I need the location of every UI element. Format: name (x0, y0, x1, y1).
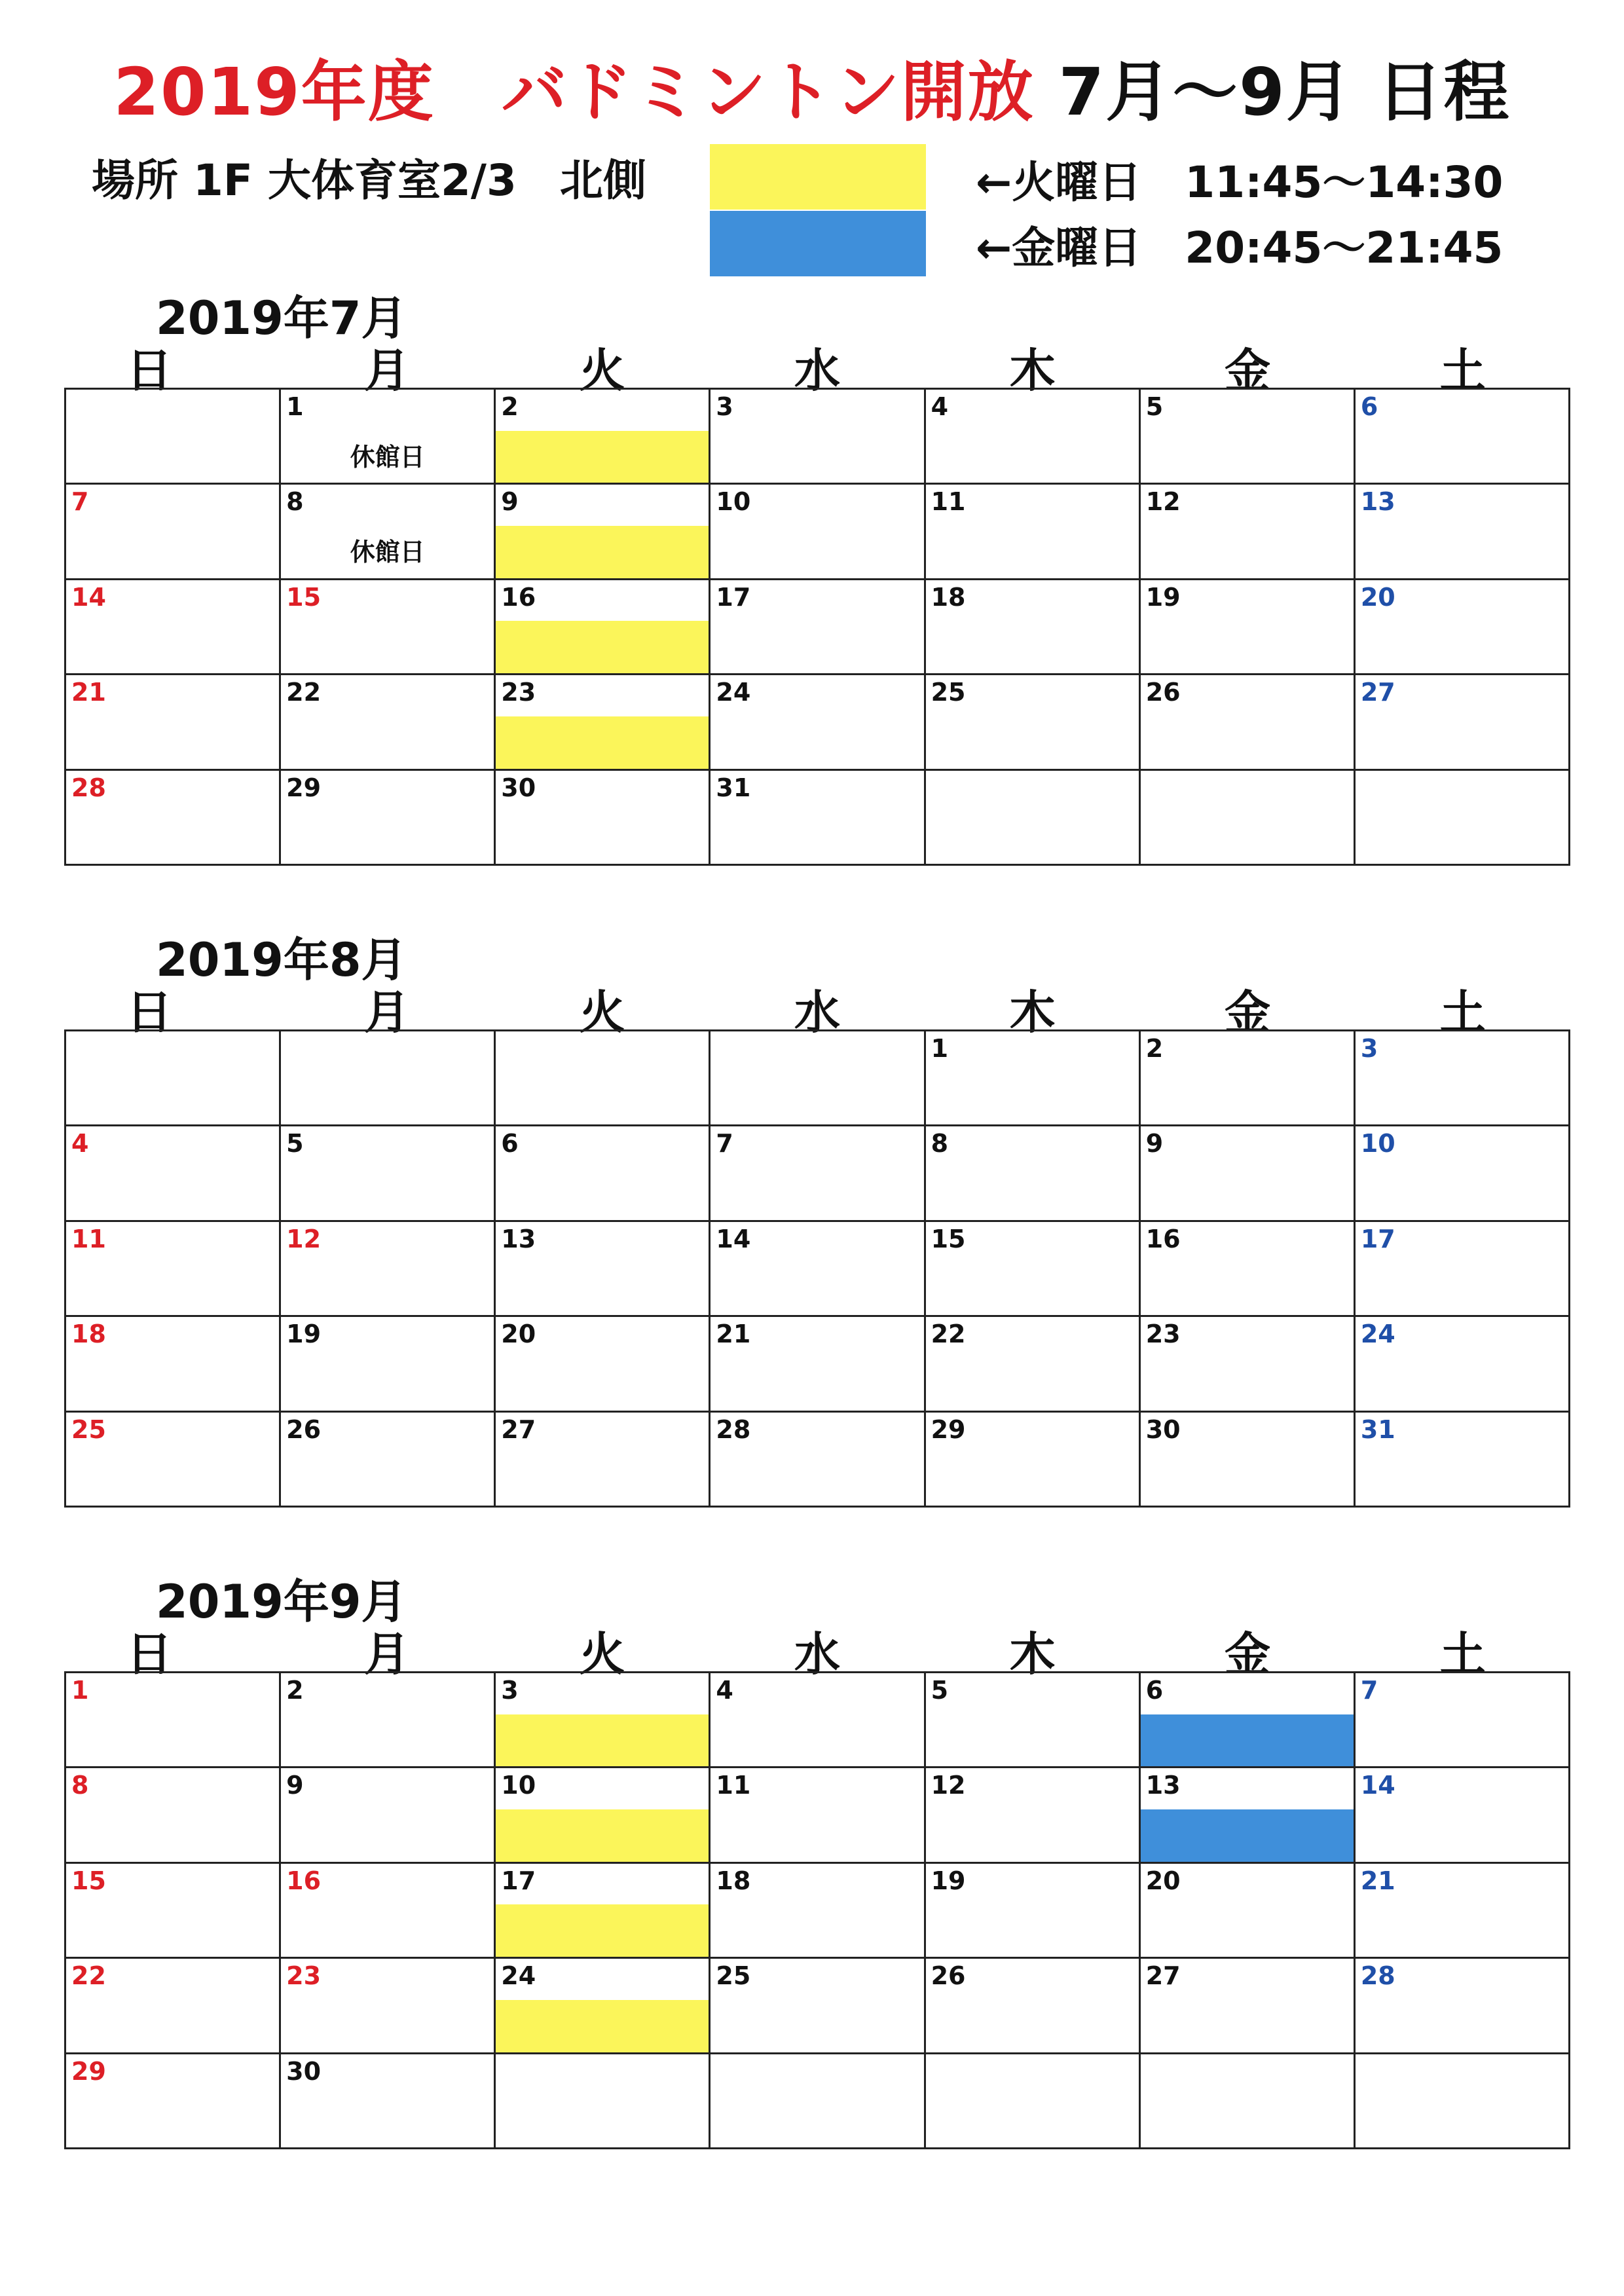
day-cell (1356, 1317, 1570, 1412)
day-cell (1356, 1126, 1570, 1221)
month-title: 2019年8月 (156, 933, 407, 987)
day-cell (66, 1031, 281, 1126)
day-number: 26 (286, 1415, 322, 1444)
location-text: 場所 1F 大体育室2/3 北側 (92, 155, 646, 206)
day-cell (496, 580, 710, 675)
day-number: 1 (286, 392, 304, 421)
day-number: 19 (931, 1866, 966, 1895)
month-title: 2019年7月 (156, 291, 407, 345)
weekday-header: 土 (1439, 1627, 1486, 1681)
day-number: 22 (931, 1320, 966, 1349)
day-cell (710, 1959, 925, 2054)
day-number: 10 (716, 487, 751, 517)
day-cell (926, 580, 1141, 675)
day-cell (1356, 1959, 1570, 2054)
tuesday-session-bar (496, 716, 709, 769)
day-number: 5 (286, 1129, 304, 1158)
day-number: 1 (931, 1034, 949, 1063)
day-number: 28 (716, 1415, 751, 1444)
weekday-header: 水 (794, 1627, 840, 1681)
weekday-header: 日 (126, 344, 172, 398)
weekday-header: 月 (363, 344, 410, 398)
page-title (0, 39, 1624, 134)
day-cell (1356, 675, 1570, 770)
weekday-header: 月 (363, 986, 410, 1039)
day-number: 27 (501, 1415, 536, 1444)
day-number: 28 (1360, 1961, 1395, 1991)
day-cell (710, 1768, 925, 1863)
day-number: 24 (1360, 1320, 1395, 1349)
day-cell (281, 1959, 496, 2054)
day-cell (1141, 1959, 1356, 2054)
day-cell (710, 1031, 925, 1126)
day-cell (926, 1222, 1141, 1317)
title-main: 2019年度 バドミントン開放 (113, 54, 1035, 130)
day-cell (281, 1031, 496, 1126)
day-number: 12 (1145, 487, 1181, 517)
day-number: 11 (71, 1224, 106, 1253)
month-grid (64, 1671, 1570, 2149)
day-cell (66, 390, 281, 485)
day-cell (926, 1413, 1141, 1508)
day-number: 3 (716, 392, 733, 421)
day-cell (1141, 390, 1356, 485)
day-cell (496, 485, 710, 580)
day-cell (66, 485, 281, 580)
friday-session-bar (1141, 1714, 1354, 1767)
day-cell (1356, 771, 1570, 866)
day-cell (710, 580, 925, 675)
day-number: 5 (931, 1676, 949, 1705)
day-number: 23 (286, 1961, 322, 1991)
day-cell (66, 580, 281, 675)
day-cell (926, 1864, 1141, 1959)
day-cell (496, 2054, 710, 2149)
day-cell (710, 675, 925, 770)
day-cell (496, 1864, 710, 1959)
day-number: 15 (71, 1866, 106, 1895)
day-number: 24 (501, 1961, 536, 1991)
day-number: 14 (716, 1224, 751, 1253)
day-cell (1141, 675, 1356, 770)
day-cell (1141, 485, 1356, 580)
weekday-header: 木 (1009, 1627, 1056, 1681)
day-number: 27 (1360, 678, 1395, 707)
day-cell (496, 1413, 710, 1508)
day-cell (281, 1126, 496, 1221)
day-cell (496, 1031, 710, 1126)
day-number: 6 (501, 1129, 519, 1158)
day-number: 7 (1360, 1676, 1378, 1705)
day-number: 7 (716, 1129, 733, 1158)
day-number: 19 (286, 1320, 322, 1349)
day-cell (926, 675, 1141, 770)
tuesday-session-bar (496, 2000, 709, 2052)
weekday-header: 土 (1439, 986, 1486, 1039)
tuesday-session-bar (496, 1714, 709, 1767)
day-cell (1141, 1222, 1356, 1317)
day-number: 8 (286, 487, 304, 517)
closed-day-note: 休館日 (350, 538, 425, 567)
day-cell (1141, 1413, 1356, 1508)
weekday-header: 日 (126, 986, 172, 1039)
weekday-header: 日 (126, 1627, 172, 1681)
day-cell (710, 1673, 925, 1768)
day-cell (496, 1126, 710, 1221)
month-grid (64, 388, 1570, 866)
day-cell (1141, 1126, 1356, 1221)
day-cell (710, 771, 925, 866)
day-cell (281, 1673, 496, 1768)
day-cell (281, 485, 496, 580)
day-cell (1141, 1673, 1356, 1768)
day-number: 23 (1145, 1320, 1181, 1349)
day-number: 6 (1145, 1676, 1164, 1705)
day-cell (710, 1864, 925, 1959)
day-number: 1 (71, 1676, 89, 1705)
day-number: 21 (716, 1320, 751, 1349)
day-number: 30 (286, 2056, 322, 2086)
day-number: 2 (286, 1676, 304, 1705)
day-cell (66, 1126, 281, 1221)
day-number: 10 (1360, 1129, 1395, 1158)
day-number: 20 (501, 1320, 536, 1349)
day-cell (1141, 2054, 1356, 2149)
day-number: 16 (1145, 1224, 1181, 1253)
day-cell (281, 1864, 496, 1959)
day-number: 25 (71, 1415, 106, 1444)
day-cell (926, 2054, 1141, 2149)
day-number: 15 (286, 582, 322, 612)
weekday-header: 土 (1439, 344, 1486, 398)
day-number: 8 (931, 1129, 949, 1158)
day-cell (1356, 2054, 1570, 2149)
day-number: 9 (1145, 1129, 1164, 1158)
day-cell (1356, 390, 1570, 485)
day-number: 4 (716, 1676, 733, 1705)
day-cell (66, 1413, 281, 1508)
day-number: 9 (286, 1771, 304, 1800)
day-number: 2 (501, 392, 519, 421)
day-number: 30 (501, 773, 536, 802)
tuesday-legend-swatch (710, 144, 926, 210)
weekday-header: 木 (1009, 986, 1056, 1039)
weekday-header: 木 (1009, 344, 1056, 398)
day-cell (66, 1768, 281, 1863)
day-cell (1356, 485, 1570, 580)
day-cell (1141, 1031, 1356, 1126)
day-cell (1141, 1864, 1356, 1959)
day-number: 27 (1145, 1961, 1181, 1991)
friday-legend-swatch (710, 211, 926, 276)
weekday-header: 火 (579, 344, 625, 398)
month-title: 2019年9月 (156, 1575, 407, 1629)
day-number: 2 (1145, 1034, 1164, 1063)
friday-session-bar (1141, 1809, 1354, 1862)
day-number: 13 (1360, 487, 1395, 517)
day-number: 26 (1145, 678, 1181, 707)
weekday-header: 金 (1225, 344, 1271, 398)
day-cell (281, 675, 496, 770)
day-number: 29 (931, 1415, 966, 1444)
day-cell (926, 485, 1141, 580)
day-cell (281, 771, 496, 866)
day-number: 3 (1360, 1034, 1378, 1063)
day-cell (281, 1222, 496, 1317)
day-cell (496, 390, 710, 485)
day-cell (281, 580, 496, 675)
day-cell (66, 1959, 281, 2054)
day-number: 29 (286, 773, 322, 802)
day-cell (496, 1768, 710, 1863)
day-number: 11 (931, 487, 966, 517)
day-cell (66, 2054, 281, 2149)
day-number: 3 (501, 1676, 519, 1705)
day-cell (926, 1317, 1141, 1412)
day-number: 16 (501, 582, 536, 612)
day-number: 29 (71, 2056, 106, 2086)
day-number: 24 (716, 678, 751, 707)
day-cell (926, 390, 1141, 485)
day-number: 18 (716, 1866, 751, 1895)
day-cell (496, 771, 710, 866)
day-cell (66, 1317, 281, 1412)
day-cell (926, 1673, 1141, 1768)
title-period: 7月～9月 日程 (1058, 54, 1511, 130)
day-number: 18 (931, 582, 966, 612)
weekday-header: 金 (1225, 986, 1271, 1039)
friday-legend-text: ←金曜日 20:45～21:45 (976, 223, 1504, 273)
weekday-header: 火 (579, 1627, 625, 1681)
day-cell (1356, 1768, 1570, 1863)
day-cell (1141, 1317, 1356, 1412)
day-cell (281, 1413, 496, 1508)
day-cell (1356, 580, 1570, 675)
day-cell (926, 1031, 1141, 1126)
day-cell (66, 771, 281, 866)
weekday-header: 水 (794, 986, 840, 1039)
day-number: 7 (71, 487, 89, 517)
day-cell (1356, 1413, 1570, 1508)
day-cell (281, 1768, 496, 1863)
day-cell (66, 1222, 281, 1317)
weekday-header: 水 (794, 344, 840, 398)
day-cell (281, 1317, 496, 1412)
day-number: 17 (501, 1866, 536, 1895)
day-number: 4 (71, 1129, 89, 1158)
day-cell (496, 1222, 710, 1317)
day-number: 14 (71, 582, 106, 612)
day-number: 8 (71, 1771, 89, 1800)
day-cell (1356, 1222, 1570, 1317)
day-cell (1356, 1673, 1570, 1768)
weekday-header: 火 (579, 986, 625, 1039)
day-number: 30 (1145, 1415, 1181, 1444)
tuesday-session-bar (496, 1904, 709, 1957)
day-cell (66, 675, 281, 770)
weekday-header: 金 (1225, 1627, 1271, 1681)
day-number: 11 (716, 1771, 751, 1800)
day-number: 14 (1360, 1771, 1395, 1800)
day-number: 9 (501, 487, 519, 517)
day-number: 28 (71, 773, 106, 802)
day-number: 20 (1145, 1866, 1181, 1895)
day-cell (1356, 1864, 1570, 1959)
day-cell (496, 675, 710, 770)
day-cell (926, 1768, 1141, 1863)
day-number: 13 (501, 1224, 536, 1253)
day-number: 12 (931, 1771, 966, 1800)
day-number: 6 (1360, 392, 1378, 421)
closed-day-note: 休館日 (350, 443, 425, 472)
day-number: 16 (286, 1866, 322, 1895)
day-number: 10 (501, 1771, 536, 1800)
day-cell (496, 1673, 710, 1768)
day-cell (281, 2054, 496, 2149)
day-number: 12 (286, 1224, 322, 1253)
day-number: 17 (716, 582, 751, 612)
day-number: 23 (501, 678, 536, 707)
day-number: 25 (716, 1961, 751, 1991)
day-number: 26 (931, 1961, 966, 1991)
tuesday-session-bar (496, 621, 709, 673)
tuesday-legend-text: ←火曜日 11:45～14:30 (976, 157, 1504, 208)
day-number: 20 (1360, 582, 1395, 612)
day-number: 4 (931, 392, 949, 421)
day-cell (1141, 580, 1356, 675)
day-cell (710, 485, 925, 580)
day-number: 13 (1145, 1771, 1181, 1800)
day-number: 25 (931, 678, 966, 707)
tuesday-session-bar (496, 1809, 709, 1862)
day-number: 15 (931, 1224, 966, 1253)
day-cell (710, 1413, 925, 1508)
month-grid (64, 1029, 1570, 1508)
day-cell (496, 1959, 710, 2054)
day-number: 21 (1360, 1866, 1395, 1895)
day-number: 5 (1145, 392, 1164, 421)
day-cell (710, 390, 925, 485)
tuesday-session-bar (496, 526, 709, 578)
day-cell (926, 1126, 1141, 1221)
day-number: 31 (1360, 1415, 1395, 1444)
day-number: 31 (716, 773, 751, 802)
day-number: 17 (1360, 1224, 1395, 1253)
day-cell (66, 1864, 281, 1959)
day-number: 22 (286, 678, 322, 707)
day-number: 21 (71, 678, 106, 707)
day-cell (281, 390, 496, 485)
day-cell (1141, 1768, 1356, 1863)
day-cell (1141, 771, 1356, 866)
day-cell (496, 1317, 710, 1412)
weekday-header: 月 (363, 1627, 410, 1681)
day-cell (926, 771, 1141, 866)
day-cell (710, 1126, 925, 1221)
day-cell (926, 1959, 1141, 2054)
day-cell (66, 1673, 281, 1768)
day-number: 18 (71, 1320, 106, 1349)
day-cell (1356, 1031, 1570, 1126)
day-number: 19 (1145, 582, 1181, 612)
day-cell (710, 1222, 925, 1317)
day-number: 22 (71, 1961, 106, 1991)
tuesday-session-bar (496, 431, 709, 483)
day-cell (710, 1317, 925, 1412)
day-cell (710, 2054, 925, 2149)
